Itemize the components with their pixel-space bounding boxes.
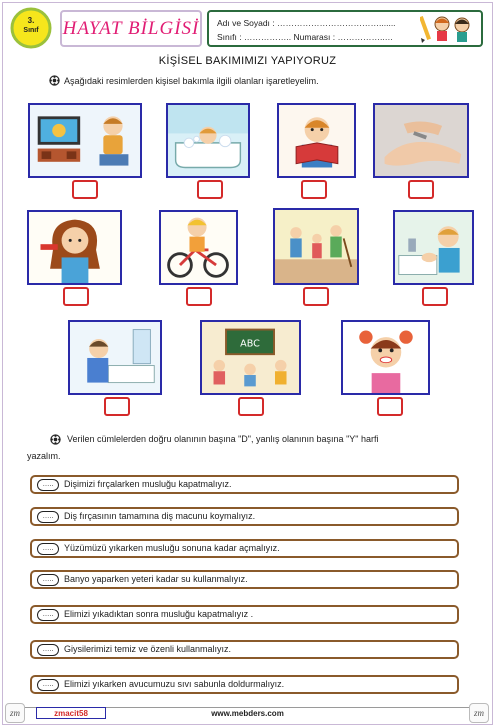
answer-blank[interactable]: …..: [37, 511, 59, 523]
zm-logo-left: zm: [5, 703, 25, 723]
name-field[interactable]: Adı ve Soyadı : ……………………………….......: [217, 18, 396, 28]
girl-brushing-teeth-image: [341, 320, 430, 395]
statement-row: [30, 640, 459, 659]
footer-code: zmacit58: [36, 707, 106, 719]
instruction-true-false-cont: yazalım.: [27, 451, 61, 461]
worksheet-title: KİŞİSEL BAKIMIMIZI YAPIYORUZ: [158, 55, 337, 67]
child-watching-tv-image: [28, 103, 142, 178]
flower-bullet-icon: [50, 434, 61, 445]
statement-text: Diş fırçasının tamamına diş macunu koymalıyız.: [64, 511, 256, 521]
answer-blank[interactable]: …..: [37, 644, 59, 656]
statement-text: Yüzümüzü yıkarken musluğu sonuna kadar açmalıyız.: [64, 543, 280, 553]
instruction-true-false: Verilen cümlelerden doğru olanının başına "D", yanlış olanının başına "Y" harfi: [67, 434, 379, 444]
statement-row: [30, 605, 459, 624]
child-riding-bike-image: [159, 210, 238, 285]
checkbox-2[interactable]: [197, 180, 223, 199]
flower-bullet-icon: [49, 75, 60, 86]
child-bathing-image: [166, 103, 250, 178]
child-washing-hands-image: [393, 210, 474, 285]
checkbox-8[interactable]: [422, 287, 448, 306]
footer-website-link[interactable]: www.mebders.com: [211, 709, 284, 718]
grade-badge: [10, 7, 52, 49]
statement-row: [30, 507, 459, 526]
family-cleaning-room-image: [273, 208, 359, 285]
statement-text: Dişimizi fırçalarken musluğu kapatmalıyız.: [64, 479, 232, 489]
answer-blank[interactable]: …..: [37, 574, 59, 586]
girl-combing-hair-image: [27, 210, 122, 285]
grade-number: 3.: [27, 16, 35, 25]
answer-blank[interactable]: …..: [37, 479, 59, 491]
statement-text: Giysilerimizi temiz ve özenli kullanmalıyız.: [64, 644, 232, 654]
checkbox-1[interactable]: [72, 180, 98, 199]
statement-text: Banyo yaparken yeteri kadar su kullanmalıyız.: [64, 574, 248, 584]
statement-text: Elimizi yıkarken avucumuzu sıvı sabunla doldurmalıyız.: [64, 679, 285, 689]
statement-text: Elimizi yıkadıktan sonra musluğu kapatmalıyız .: [64, 609, 254, 619]
zm-logo-right: zm: [469, 703, 489, 723]
checkbox-3[interactable]: [301, 180, 327, 199]
statement-row: [30, 475, 459, 494]
instruction-mark-images: Aşağıdaki resimlerden kişisel bakımla ilgili olanları işaretleyelim.: [64, 76, 319, 86]
statement-row: [30, 539, 459, 558]
statement-row: [30, 570, 459, 589]
statement-row: [30, 675, 459, 694]
child-reading-book-image: [277, 103, 356, 178]
kids-with-pencil-icon: [420, 13, 478, 44]
checkbox-5[interactable]: [63, 287, 89, 306]
checkbox-4[interactable]: [408, 180, 434, 199]
child-washing-face-image: [68, 320, 162, 395]
answer-blank[interactable]: …..: [37, 609, 59, 621]
grade-label: Sınıf: [23, 27, 39, 34]
checkbox-11[interactable]: [377, 397, 403, 416]
answer-blank[interactable]: …..: [37, 679, 59, 691]
answer-blank[interactable]: …..: [37, 543, 59, 555]
checkbox-7[interactable]: [303, 287, 329, 306]
hands-nail-care-image: [373, 103, 469, 178]
class-number-field[interactable]: Sınıfı : …………….. Numarası : ……………..…: [217, 32, 394, 42]
checkbox-10[interactable]: [238, 397, 264, 416]
svg-text:ABC: ABC: [240, 338, 260, 350]
children-in-classroom-image: [200, 320, 301, 395]
checkbox-6[interactable]: [186, 287, 212, 306]
checkbox-9[interactable]: [104, 397, 130, 416]
subject-box: [60, 10, 202, 47]
subject-title: HAYAT BİLGİSİ: [62, 18, 200, 39]
